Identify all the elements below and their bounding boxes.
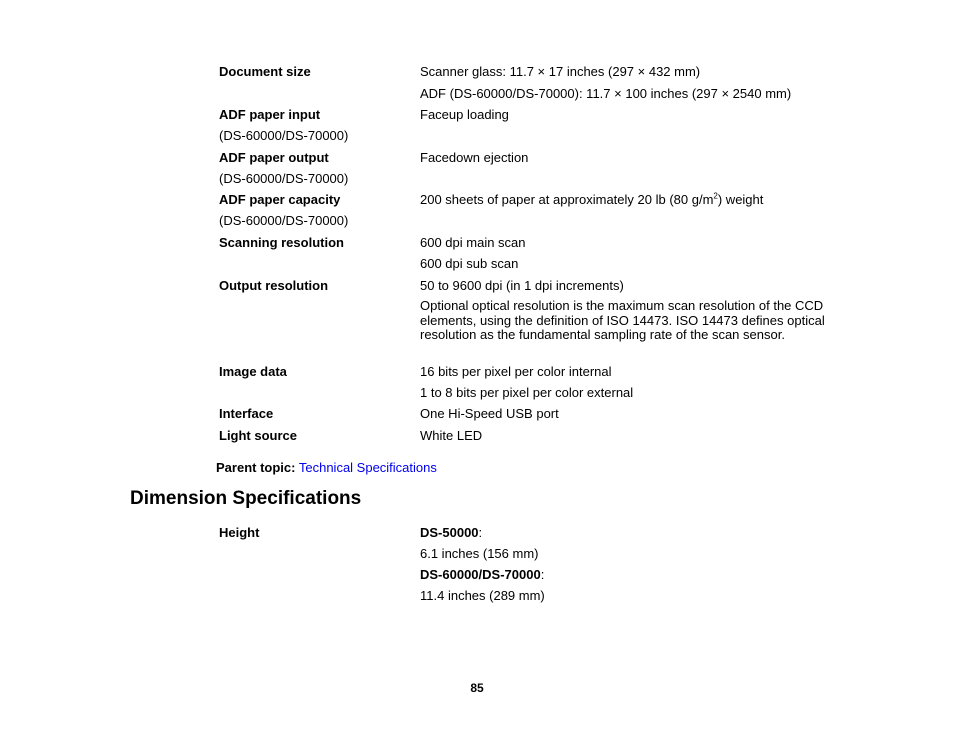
adf-capacity-value <box>420 192 763 207</box>
light-source-label: Light source <box>219 428 298 443</box>
document-size-label: Document size <box>219 64 311 79</box>
document-size-value-adf: ADF (DS-60000/DS-70000): 11.7 × 100 inches (297 × 2540 mm) <box>420 86 792 101</box>
adf-capacity-superscript: 2 <box>713 191 718 201</box>
adf-capacity-text-post: ) weight <box>717 192 764 207</box>
output-resolution-note: Optional optical resolution is the maximum scan resolution of the CCD elements, using the definition of ISO 14473. ISO 14473 defines optical resolution as the fundamental sampling rate of the scan sensor. <box>420 298 825 342</box>
scanning-resolution-main: 600 dpi main scan <box>420 235 526 250</box>
image-data-internal: 16 bits per pixel per color internal <box>420 364 612 379</box>
adf-capacity-model-note: (DS-60000/DS-70000) <box>219 213 349 228</box>
adf-input-label: ADF paper input <box>219 107 321 122</box>
page-number: 85 <box>470 681 484 695</box>
parent-topic <box>216 460 437 475</box>
output-resolution-range: 50 to 9600 dpi (in 1 dpi increments) <box>420 278 624 293</box>
adf-input-value: Faceup loading <box>420 107 509 122</box>
section-heading: Dimension Specifications <box>130 488 362 509</box>
interface-label: Interface <box>219 406 274 421</box>
image-data-external: 1 to 8 bits per pixel per color external <box>420 385 634 400</box>
height-model-2 <box>420 567 544 582</box>
adf-capacity-text-pre: 200 sheets of paper at approximately 20 lb (80 g/m <box>420 192 714 207</box>
scanning-resolution-label: Scanning resolution <box>219 235 344 250</box>
height-label: Height <box>219 525 260 540</box>
parent-topic-link[interactable]: Technical Specifications <box>298 460 437 475</box>
height-model-1-value: 6.1 inches (156 mm) <box>420 546 539 561</box>
output-resolution-label: Output resolution <box>219 278 329 293</box>
adf-output-label: ADF paper output <box>219 150 329 165</box>
height-model-1-name: DS-50000 <box>420 525 479 540</box>
document-size-value-glass: Scanner glass: 11.7 × 17 inches (297 × 432 mm) <box>420 64 701 79</box>
height-model-1 <box>420 525 482 540</box>
adf-output-model-note: (DS-60000/DS-70000) <box>219 171 349 186</box>
adf-output-value: Facedown ejection <box>420 150 529 165</box>
interface-value: One Hi-Speed USB port <box>420 406 559 421</box>
height-model-2-name: DS-60000/DS-70000 <box>420 567 541 582</box>
image-data-label: Image data <box>219 364 287 379</box>
height-model-1-colon: : <box>478 525 483 540</box>
adf-capacity-label: ADF paper capacity <box>219 192 341 207</box>
parent-topic-label: Parent topic: <box>216 460 296 475</box>
height-model-2-colon: : <box>540 567 545 582</box>
height-model-2-value: 11.4 inches (289 mm) <box>420 588 545 603</box>
adf-input-model-note: (DS-60000/DS-70000) <box>219 128 349 143</box>
scanning-resolution-sub: 600 dpi sub scan <box>420 256 519 271</box>
light-source-value: White LED <box>420 428 483 443</box>
